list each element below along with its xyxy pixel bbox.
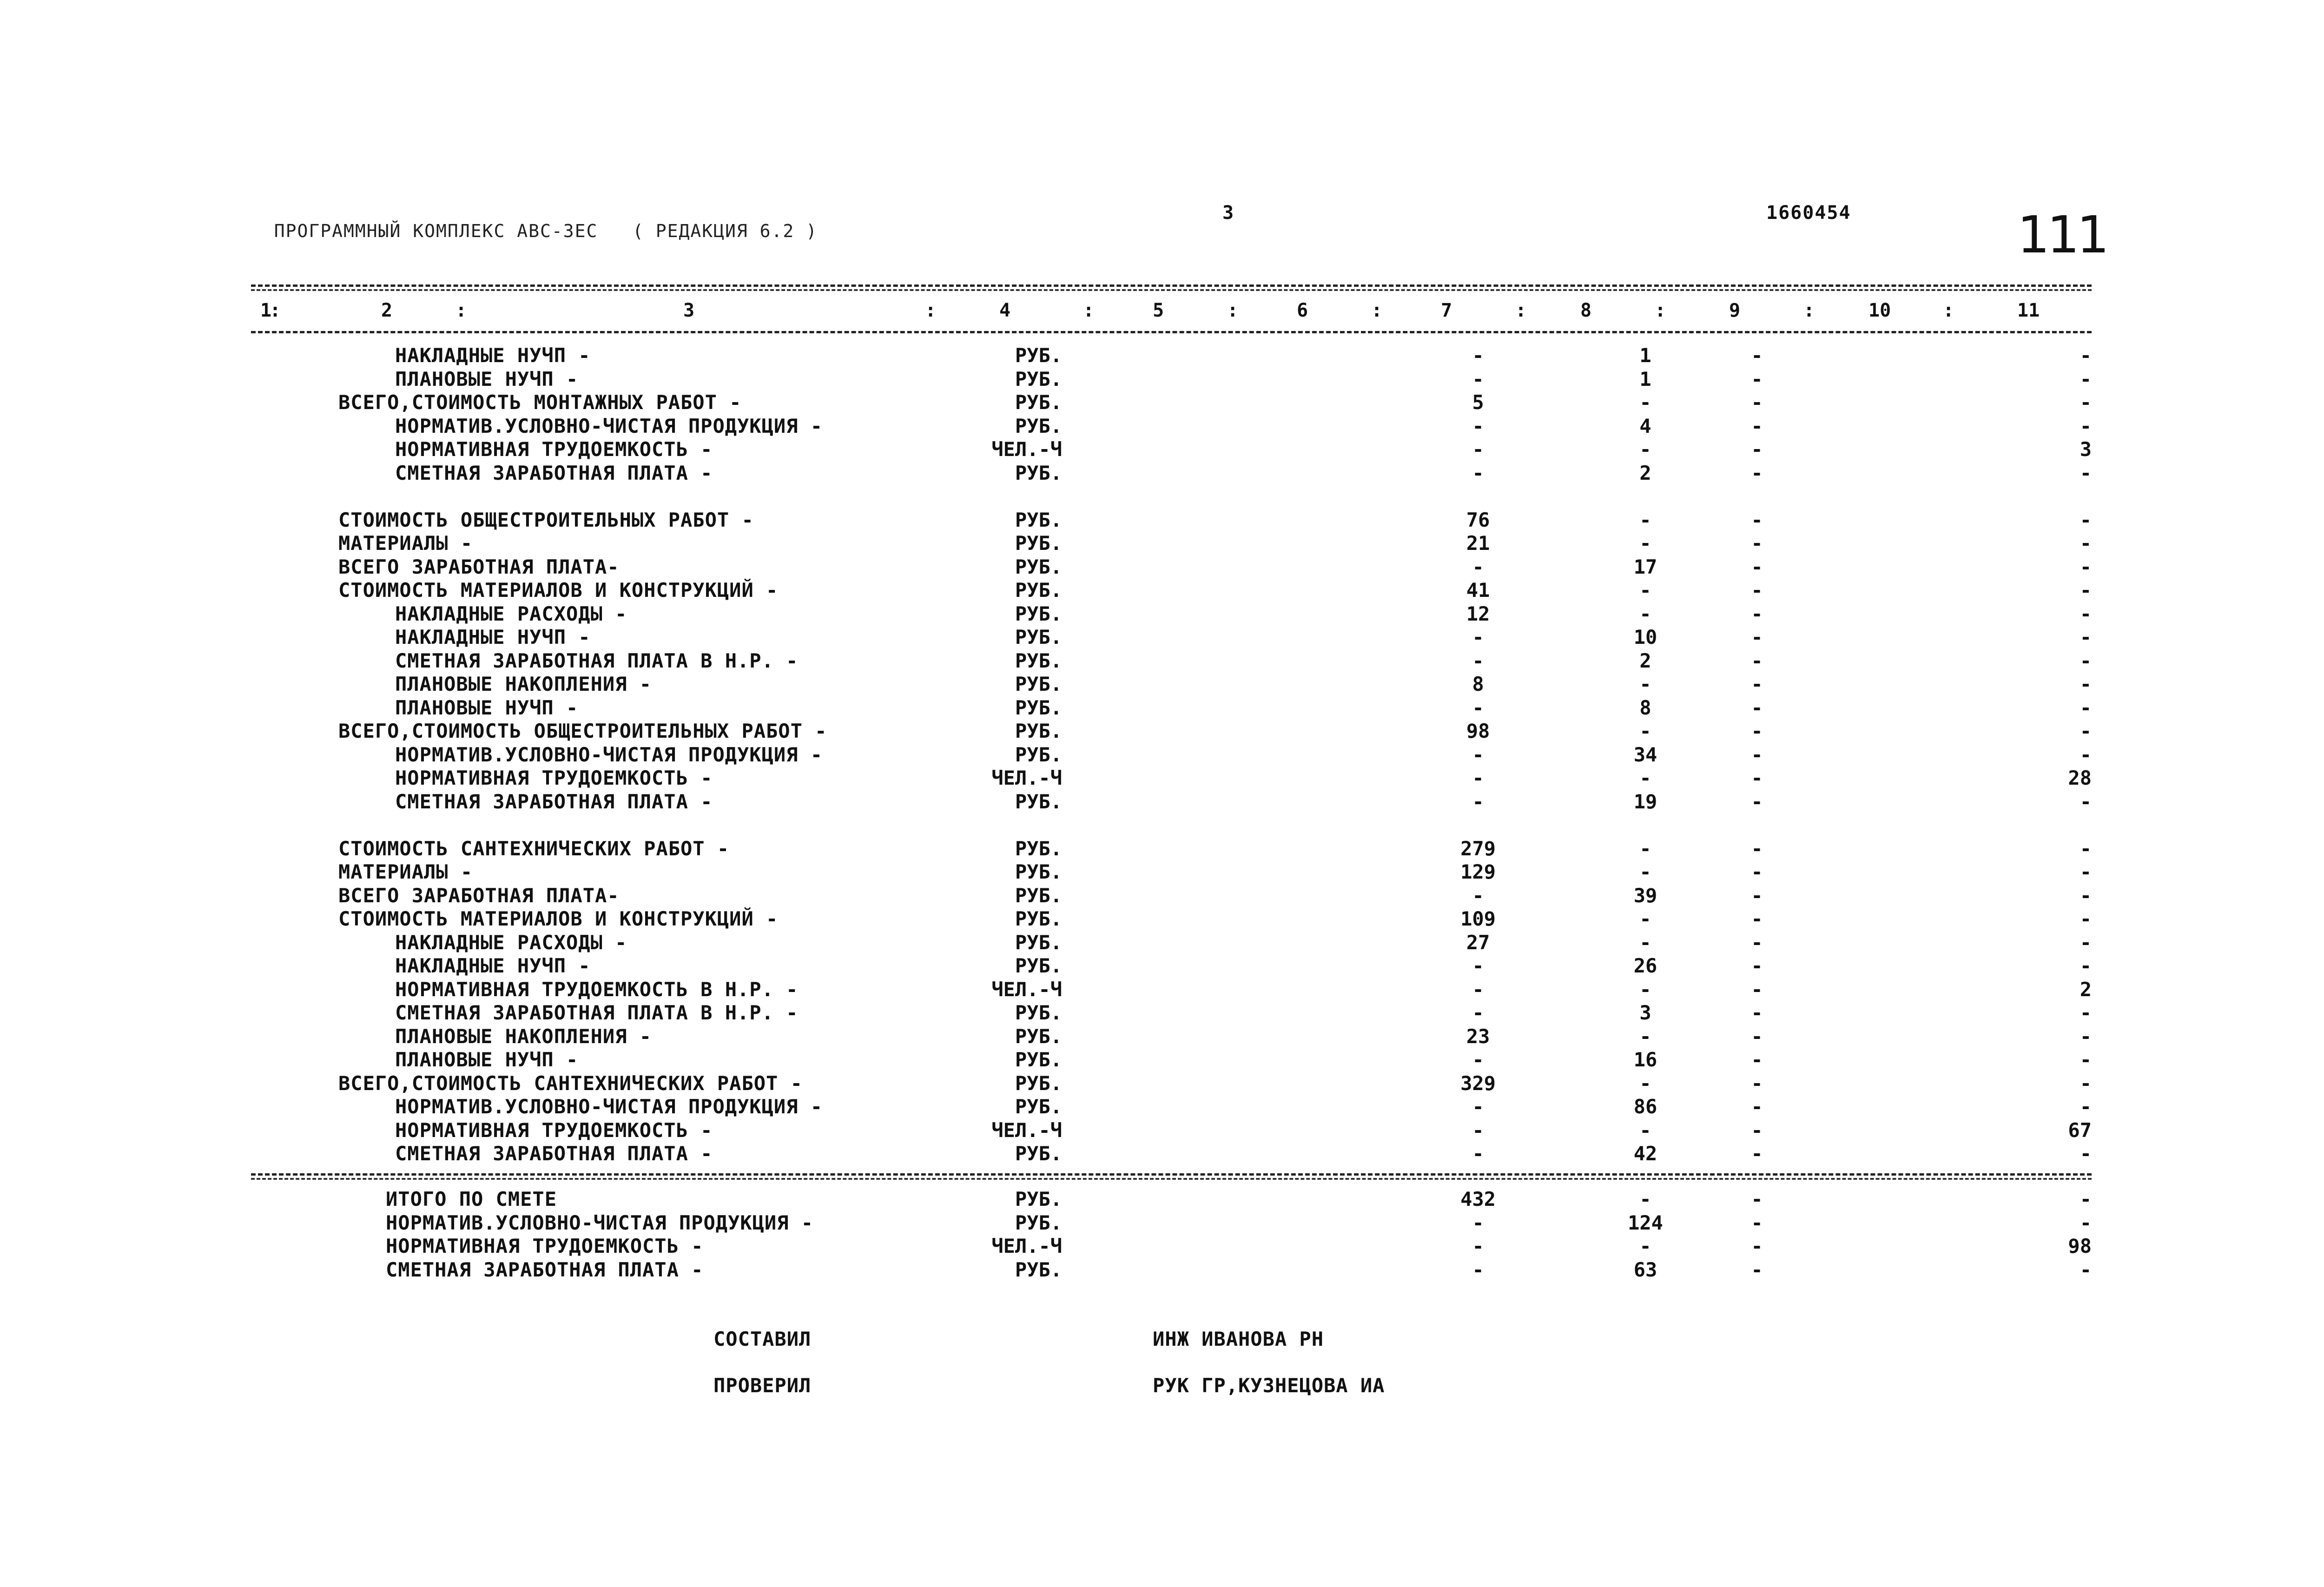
row-unit: РУБ. [1015,626,1062,648]
row-unit: РУБ. [1015,1188,1062,1210]
col9-value: - [1751,884,1763,907]
row-label: СМЕТНАЯ ЗАРАБОТНАЯ ПЛАТА В Н.Р. - [395,1001,799,1024]
col9-value: - [1751,1071,1763,1095]
row-label: НОРМАТИВНАЯ ТРУДОЕМКОСТЬ В Н.Р. - [395,978,799,1001]
table-row [0,1211,2324,1235]
col8-value: 2 [1639,461,1651,484]
col11-value: - [2080,344,2092,367]
col8-value: - [1639,1188,1651,1210]
col7-value: - [1472,790,1484,813]
col7-value: - [1472,626,1484,648]
col9-value: - [1751,1142,1763,1165]
col8-value: - [1639,907,1651,930]
col8-value: 124 [1628,1211,1663,1234]
col7-value: - [1472,344,1484,367]
col7-value: - [1472,1211,1484,1234]
row-label: СМЕТНАЯ ЗАРАБОТНАЯ ПЛАТА В Н.Р. - [395,649,799,672]
column-separator: : [1943,300,1954,321]
col9-value: - [1751,954,1763,977]
col9-value: - [1751,555,1763,578]
row-unit: РУБ. [1015,1142,1062,1165]
col9-value: - [1751,743,1763,766]
table-row [0,673,2324,696]
row-label: НОРМАТИВНАЯ ТРУДОЕМКОСТЬ - [386,1235,704,1257]
col9-value: - [1751,1095,1763,1118]
col7-value: - [1472,954,1484,977]
col11-value: - [2080,1095,2092,1118]
col7-value: 23 [1466,1025,1490,1048]
row-label: ПЛАНОВЫЕ НУЧП - [395,1048,579,1071]
row-unit: РУБ. [1015,1071,1062,1095]
row-unit: РУБ. [1015,508,1062,531]
col8-value: 19 [1633,790,1657,813]
col11-value: - [2080,1142,2092,1165]
col8-value: - [1639,860,1651,883]
row-label: СМЕТНАЯ ЗАРАБОТНАЯ ПЛАТА - [395,1142,713,1165]
col8-value: 8 [1639,696,1651,719]
col9-value: - [1751,767,1763,789]
col8-value: 26 [1633,954,1657,977]
row-unit: РУБ. [1015,1258,1062,1281]
col11-value: - [2080,626,2092,648]
row-unit: РУБ. [1015,837,1062,860]
col8-value: 3 [1639,1001,1651,1024]
row-unit: РУБ. [1015,555,1062,578]
column-number: 11 [2017,300,2040,321]
row-unit: РУБ. [1015,414,1062,437]
col11-value: - [2080,673,2092,695]
col9-value: - [1751,532,1763,555]
col11-value: - [2080,602,2092,625]
col7-value: - [1472,1095,1484,1118]
col8-value: 34 [1633,743,1657,766]
col11-value: - [2080,1048,2092,1071]
table-row [0,1025,2324,1048]
col8-value: - [1639,931,1651,954]
column-separator: : [1227,300,1239,321]
col7-value: 279 [1460,837,1496,860]
checked-name: РУК ГР,КУЗНЕЦОВА ИА [1153,1374,1385,1397]
col8-value: - [1639,720,1651,742]
col11-value: - [2080,837,2092,860]
row-label: ИТОГО ПО СМЕТЕ [386,1188,557,1210]
col11-value: - [2080,1071,2092,1095]
table-row [0,790,2324,813]
col11-value: - [2080,790,2092,813]
col8-value: - [1639,1118,1651,1142]
row-label: НОРМАТИВ.УСЛОВНО-ЧИСТАЯ ПРОДУКЦИЯ - [386,1211,814,1234]
table-row [0,884,2324,907]
col11-value: 98 [2068,1235,2092,1257]
col9-value: - [1751,344,1763,367]
col9-value: - [1751,508,1763,531]
row-unit: ЧЕЛ.-Ч [991,1118,1062,1142]
column-number: 6 [1297,300,1308,321]
col7-value: - [1472,743,1484,766]
table-row [0,837,2324,860]
row-unit: РУБ. [1015,1211,1062,1234]
col11-value: - [2080,931,2092,954]
row-label: ВСЕГО ЗАРАБОТНАЯ ПЛАТА- [338,555,620,578]
program-title [251,205,818,240]
table-row [0,954,2324,978]
col8-value: - [1639,1071,1651,1095]
col9-value: - [1751,1048,1763,1071]
row-unit: РУБ. [1015,1048,1062,1071]
row-unit: РУБ. [1015,602,1062,625]
col11-value: 28 [2068,767,2092,789]
column-separator: : [1083,300,1095,321]
table-row [0,696,2324,720]
row-unit: РУБ. [1015,931,1062,954]
col7-value: 129 [1460,860,1496,883]
col8-value: - [1639,1235,1651,1257]
col11-value: - [2080,461,2092,484]
row-unit: РУБ. [1015,743,1062,766]
row-label: ПЛАНОВЫЕ НАКОПЛЕНИЯ - [395,1025,652,1048]
col9-value: - [1751,790,1763,813]
table-row [0,649,2324,673]
row-label: ПЛАНОВЫЕ НУЧП - [395,367,579,390]
col8-value: 16 [1633,1048,1657,1071]
col11-value: - [2080,1258,2092,1281]
col9-value: - [1751,1188,1763,1210]
row-label: НАКЛАДНЫЕ НУЧП - [395,954,591,977]
col7-value: - [1472,438,1484,461]
table-row [0,509,2324,532]
col9-value: - [1751,720,1763,742]
row-label: НОРМАТИВНАЯ ТРУДОЕМКОСТЬ - [395,438,713,461]
col7-value: - [1472,696,1484,719]
col9-value: - [1751,1118,1763,1142]
row-unit: РУБ. [1015,461,1062,484]
col9-value: - [1751,1025,1763,1048]
table-row [0,767,2324,790]
col7-value: - [1472,1142,1484,1165]
column-separator: : [1515,300,1527,321]
col9-value: - [1751,978,1763,1001]
row-unit: ЧЕЛ.-Ч [991,978,1062,1001]
column-separator: : [1803,300,1815,321]
col11-value: - [2080,954,2092,977]
col8-value: - [1639,438,1651,461]
col7-value: 329 [1460,1071,1496,1095]
row-label: НОРМАТИВНАЯ ТРУДОЕМКОСТЬ - [395,767,713,789]
col7-value: 27 [1466,931,1490,954]
col8-value: 2 [1639,649,1651,672]
col9-value: - [1751,1001,1763,1024]
col9-value: - [1751,391,1763,414]
table-row [0,1142,2324,1165]
col9-value: - [1751,461,1763,484]
table-row [0,438,2324,461]
sheet-number: 3 [1222,202,1234,224]
row-unit: РУБ. [1015,391,1062,414]
row-label: ВСЕГО,СТОИМОСТЬ ОБЩЕСТРОИТЕЛЬНЫХ РАБОТ - [338,720,827,742]
row-label: НАКЛАДНЫЕ РАСХОДЫ - [395,602,627,625]
col8-value: - [1639,1025,1651,1048]
row-label: ВСЕГО,СТОИМОСТЬ САНТЕХНИЧЕСКИХ РАБОТ - [338,1071,803,1095]
table-row [0,602,2324,626]
col8-value: 1 [1639,344,1651,367]
col7-value: - [1472,414,1484,437]
table-row [0,344,2324,367]
table-row [0,743,2324,767]
col9-value: - [1751,860,1763,883]
table-row [0,1001,2324,1025]
row-label: СТОИМОСТЬ САНТЕХНИЧЕСКИХ РАБОТ - [338,837,730,860]
table-row [0,720,2324,743]
row-unit: РУБ. [1015,907,1062,930]
col8-value: 39 [1633,884,1657,907]
col9-value: - [1751,414,1763,437]
col7-value: - [1472,1001,1484,1024]
col11-value: - [2080,720,2092,742]
col11-value: - [2080,414,2092,437]
col7-value: - [1472,978,1484,1001]
col11-value: 67 [2068,1118,2092,1142]
col11-value: - [2080,649,2092,672]
col11-value: - [2080,860,2092,883]
col9-value: - [1751,696,1763,719]
col7-value: 41 [1466,579,1490,602]
col7-value: 109 [1460,907,1496,930]
col11-value: - [2080,532,2092,555]
col11-value: - [2080,884,2092,907]
table-row [0,1072,2324,1095]
row-unit: РУБ. [1015,1001,1062,1024]
table-row [0,415,2324,438]
col8-value: - [1639,391,1651,414]
column-separator: : [925,300,937,321]
table-top-rule-2 [251,289,2092,291]
column-number: 3 [683,300,695,321]
col11-value: - [2080,1188,2092,1210]
column-number: 7 [1441,300,1452,321]
document-number: 1660454 [1766,202,1851,224]
column-number: 1 [260,300,272,321]
row-unit: РУБ. [1015,367,1062,390]
totals-rule-2 [251,1178,2092,1180]
row-unit: ЧЕЛ.-Ч [991,438,1062,461]
row-label: СТОИМОСТЬ МАТЕРИАЛОВ И КОНСТРУКЦИЙ - [338,579,779,602]
col8-value: 86 [1633,1095,1657,1118]
column-number: 9 [1729,300,1741,321]
col8-value: 1 [1639,367,1651,390]
col7-value: - [1472,1258,1484,1281]
row-unit: РУБ. [1015,954,1062,977]
col7-value: 8 [1472,673,1484,695]
col11-value: - [2080,508,2092,531]
col8-value: 42 [1633,1142,1657,1165]
col8-value: 4 [1639,414,1651,437]
col11-value: - [2080,1001,2092,1024]
col7-value: - [1472,1118,1484,1142]
col9-value: - [1751,931,1763,954]
col8-value: - [1639,602,1651,625]
column-number: 4 [999,300,1011,321]
column-separator: : [456,300,467,321]
col8-value: - [1639,837,1651,860]
col9-value: - [1751,579,1763,602]
col9-value: - [1751,602,1763,625]
col11-value: - [2080,367,2092,390]
col11-value: 3 [2080,438,2092,461]
col9-value: - [1751,626,1763,648]
col7-value: - [1472,555,1484,578]
row-label: МАТЕРИАЛЫ - [338,532,473,555]
program-name: ПРОГРАММНЫЙ КОМПЛЕКС АВС-ЗЕС [274,221,598,241]
col9-value: - [1751,438,1763,461]
col7-value: 432 [1460,1188,1496,1210]
row-label: ПЛАНОВЫЕ НУЧП - [395,696,579,719]
row-unit: РУБ. [1015,649,1062,672]
row-label: НОРМАТИВ.УСЛОВНО-ЧИСТАЯ ПРОДУКЦИЯ - [395,743,823,766]
table-row [0,391,2324,414]
col11-value: - [2080,579,2092,602]
table-row [0,1188,2324,1211]
table-top-rule [251,284,2092,287]
row-label: ВСЕГО ЗАРАБОТНАЯ ПЛАТА- [338,884,620,907]
col11-value: - [2080,391,2092,414]
row-label: НОРМАТИВ.УСЛОВНО-ЧИСТАЯ ПРОДУКЦИЯ - [395,414,823,437]
table-row [0,1119,2324,1142]
col8-value: - [1639,508,1651,531]
table-row [0,1095,2324,1118]
row-unit: РУБ. [1015,673,1062,695]
col7-value: - [1472,884,1484,907]
row-label: НАКЛАДНЫЕ НУЧП - [395,344,591,367]
col9-value: - [1751,907,1763,930]
col7-value: 76 [1466,508,1490,531]
compiled-label: СОСТАВИЛ [713,1328,812,1350]
row-unit: РУБ. [1015,696,1062,719]
col11-value: - [2080,1211,2092,1234]
col9-value: - [1751,649,1763,672]
col11-value: - [2080,743,2092,766]
compiled-name: ИНЖ ИВАНОВА РН [1153,1328,1324,1350]
row-unit: РУБ. [1015,532,1062,555]
col8-value: - [1639,579,1651,602]
table-row [0,860,2324,884]
column-number: 5 [1153,300,1164,321]
row-unit: РУБ. [1015,884,1062,907]
col11-value: - [2080,1025,2092,1048]
table-row [0,579,2324,602]
col7-value: 21 [1466,532,1490,555]
col11-value: - [2080,907,2092,930]
col8-value: 63 [1633,1258,1657,1281]
row-label: ВСЕГО,СТОИМОСТЬ МОНТАЖНЫХ РАБОТ - [338,391,742,414]
column-separator: : [270,300,281,321]
column-header-rule [251,331,2092,333]
edition: ( РЕДАКЦИЯ 6.2 ) [633,221,818,241]
table-row [0,1048,2324,1071]
row-unit: ЧЕЛ.-Ч [991,1235,1062,1257]
row-unit: ЧЕЛ.-Ч [991,767,1062,789]
checked-label: ПРОВЕРИЛ [713,1374,812,1397]
col7-value: 5 [1472,391,1484,414]
col9-value: - [1751,837,1763,860]
totals-rule [251,1173,2092,1176]
col8-value: 10 [1633,626,1657,648]
col7-value: - [1472,461,1484,484]
handwritten-page-number: 111 [2017,205,2106,264]
col8-value: - [1639,532,1651,555]
row-label: СМЕТНАЯ ЗАРАБОТНАЯ ПЛАТА - [395,461,713,484]
table-row [0,1235,2324,1258]
col7-value: 98 [1466,720,1490,742]
row-unit: РУБ. [1015,790,1062,813]
row-label: НАКЛАДНЫЕ НУЧП - [395,626,591,648]
column-number: 2 [381,300,393,321]
row-label: НОРМАТИВ.УСЛОВНО-ЧИСТАЯ ПРОДУКЦИЯ - [395,1095,823,1118]
row-unit: РУБ. [1015,860,1062,883]
row-unit: РУБ. [1015,579,1062,602]
col9-value: - [1751,1235,1763,1257]
table-row [0,931,2324,954]
table-row [0,1258,2324,1282]
row-label: СМЕТНАЯ ЗАРАБОТНАЯ ПЛАТА - [386,1258,704,1281]
table-row [0,462,2324,485]
row-label: СМЕТНАЯ ЗАРАБОТНАЯ ПЛАТА - [395,790,713,813]
col8-value: - [1639,673,1651,695]
row-unit: РУБ. [1015,344,1062,367]
column-number: 10 [1868,300,1891,321]
table-row [0,555,2324,579]
col7-value: - [1472,367,1484,390]
col8-value: - [1639,978,1651,1001]
row-unit: РУБ. [1015,1025,1062,1048]
table-row [0,907,2324,931]
col7-value: - [1472,649,1484,672]
col9-value: - [1751,367,1763,390]
col11-value: - [2080,696,2092,719]
row-label: СТОИМОСТЬ МАТЕРИАЛОВ И КОНСТРУКЦИЙ - [338,907,779,930]
column-number: 8 [1580,300,1592,321]
row-unit: РУБ. [1015,1095,1062,1118]
col7-value: 12 [1466,602,1490,625]
col7-value: - [1472,1048,1484,1071]
col8-value: 17 [1633,555,1657,578]
col7-value: - [1472,767,1484,789]
row-label: СТОИМОСТЬ ОБЩЕСТРОИТЕЛЬНЫХ РАБОТ - [338,508,754,531]
col11-value: 2 [2080,978,2092,1001]
row-unit: РУБ. [1015,720,1062,742]
column-separator: : [1371,300,1383,321]
table-row [0,626,2324,649]
col7-value: - [1472,1235,1484,1257]
col9-value: - [1751,1211,1763,1234]
row-label: НОРМАТИВНАЯ ТРУДОЕМКОСТЬ - [395,1118,713,1142]
col8-value: - [1639,767,1651,789]
col9-value: - [1751,1258,1763,1281]
col9-value: - [1751,673,1763,695]
table-row [0,978,2324,1001]
table-row [0,368,2324,391]
row-label: ПЛАНОВЫЕ НАКОПЛЕНИЯ - [395,673,652,695]
row-label: НАКЛАДНЫЕ РАСХОДЫ - [395,931,627,954]
row-label: МАТЕРИАЛЫ - [338,860,473,883]
column-separator: : [1655,300,1666,321]
table-row [0,532,2324,555]
col11-value: - [2080,555,2092,578]
